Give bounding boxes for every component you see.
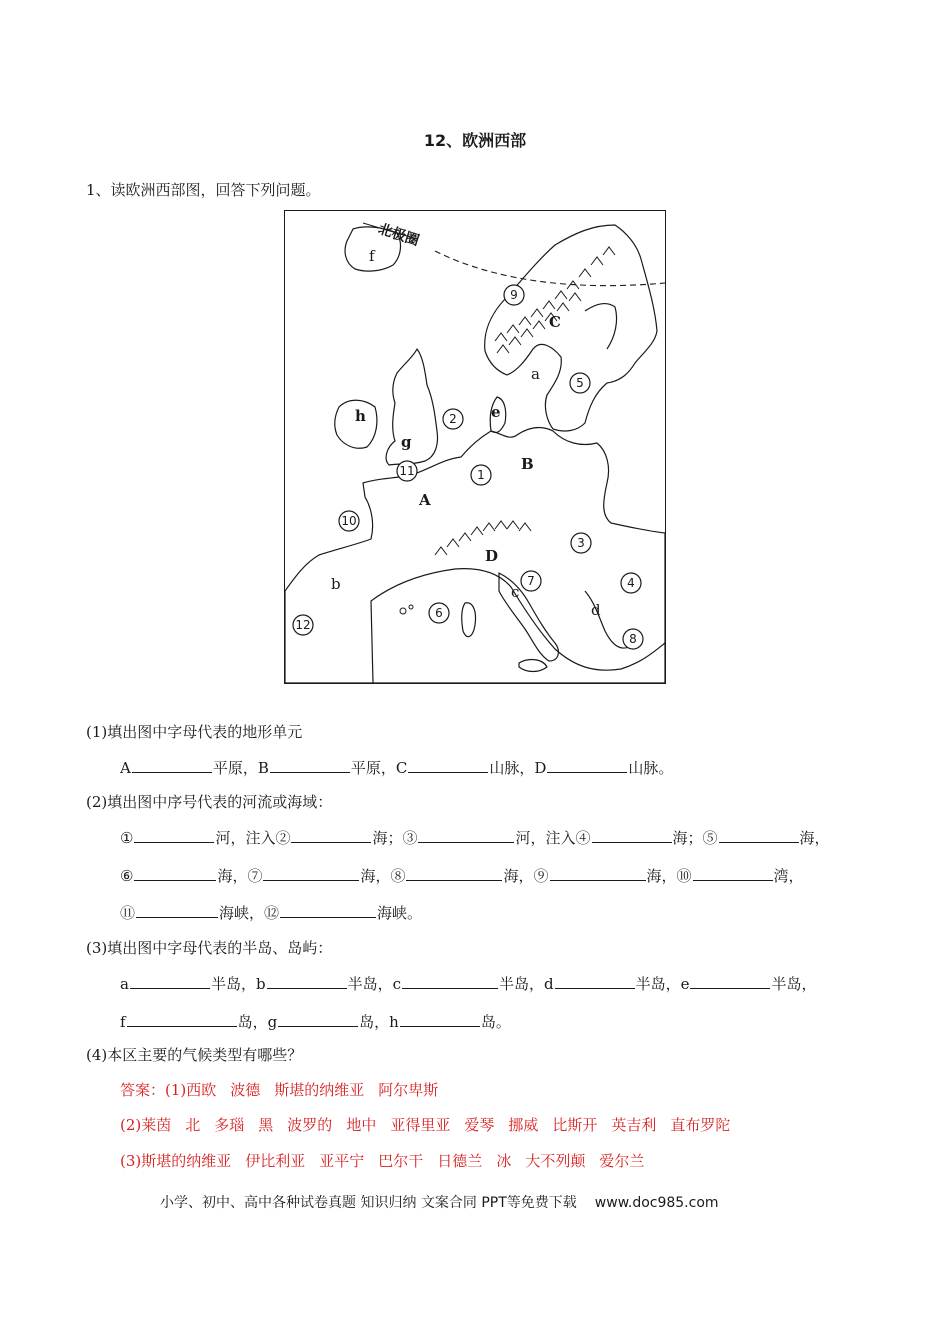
blank[interactable] [592, 827, 672, 843]
blank[interactable] [136, 902, 218, 918]
blank[interactable] [280, 902, 376, 918]
marker-2 [443, 409, 463, 429]
marker-6 [429, 603, 449, 623]
svg-text:6: 6 [435, 606, 443, 620]
blank[interactable] [402, 973, 498, 989]
blank[interactable] [278, 1011, 358, 1027]
arctic-circle-line [435, 251, 665, 286]
q2-line-2: ⑥ 海，⑦ 海，⑧ 海，⑨ 海，⑩ 湾， [120, 867, 804, 885]
blank[interactable] [263, 865, 359, 881]
answer-line-1: 答案：(1)西欧 波德 斯堪的纳维亚 阿尔卑斯 [120, 1081, 439, 1099]
label-A: A [419, 491, 431, 509]
q3-prompt: (3)填出图中字母代表的半岛、岛屿： [86, 939, 333, 957]
label-a: a [531, 365, 540, 383]
label-D: D [485, 547, 499, 565]
answer-line-2: (2)莱茵 北 多瑙 黑 波罗的 地中 亚得里亚 爱琴 挪威 比斯开 英吉利 直布罗陀 [120, 1116, 731, 1134]
blank[interactable] [270, 757, 350, 773]
svg-text:11: 11 [399, 464, 415, 478]
q3-line-2: f 岛，g 岛，h 岛。 [120, 1013, 511, 1031]
label-c: c [511, 583, 520, 601]
blank[interactable] [132, 757, 212, 773]
svg-text:8: 8 [629, 632, 637, 646]
alps-mountains [435, 521, 531, 555]
svg-text:5: 5 [576, 376, 584, 390]
blank[interactable] [134, 827, 214, 843]
blank[interactable] [267, 973, 347, 989]
footer [160, 1192, 719, 1212]
label-B: B [521, 455, 534, 473]
marker-7 [521, 571, 541, 591]
page-title: 12、欧洲西部 [423, 131, 527, 150]
blank[interactable] [418, 827, 514, 843]
q2-prompt: (2)填出图中序号代表的河流或海域： [86, 793, 333, 811]
q4-prompt: (4)本区主要的气候类型有哪些？ [86, 1046, 303, 1064]
blank[interactable] [127, 1011, 237, 1027]
q1-line: A 平原，B 平原，C 山脉，D 山脉。 [120, 759, 674, 777]
marker-5 [570, 373, 590, 393]
question-intro: 1、读欧洲西部图，回答下列问题。 [86, 181, 321, 199]
svg-text:7: 7 [527, 574, 535, 588]
marker-12 [293, 615, 313, 635]
label-b: b [331, 575, 341, 593]
svg-text:9: 9 [510, 288, 518, 302]
marker-11 [397, 461, 417, 481]
blank[interactable] [547, 757, 627, 773]
blank[interactable] [408, 757, 488, 773]
svg-text:4: 4 [627, 576, 635, 590]
label-g: g [401, 433, 412, 451]
europe-map [284, 210, 666, 684]
marker-3 [571, 533, 591, 553]
label-C: C [549, 313, 561, 331]
blank[interactable] [690, 973, 770, 989]
svg-text:2: 2 [449, 412, 457, 426]
blank[interactable] [130, 973, 210, 989]
label-d: d [591, 601, 601, 619]
great-britain-outline [386, 349, 437, 465]
marker-8 [623, 629, 643, 649]
svg-text:10: 10 [341, 514, 357, 528]
blank[interactable] [550, 865, 646, 881]
blank[interactable] [291, 827, 371, 843]
label-e: e [491, 403, 501, 421]
svg-text:12: 12 [295, 618, 311, 632]
answer-line-3: (3)斯堪的纳维亚 伊比利亚 亚平宁 巴尔干 日德兰 冰 大不列颠 爱尔兰 [120, 1152, 645, 1170]
blank[interactable] [406, 865, 502, 881]
blank[interactable] [134, 865, 216, 881]
label-h: h [355, 407, 366, 425]
blank[interactable] [400, 1011, 480, 1027]
svg-text:1: 1 [477, 468, 485, 482]
footer-text: 小学、初中、高中各种试卷真题 知识归纳 文案合同 PPT等免费下载 [160, 1195, 577, 1211]
footer-link[interactable]: www.doc985.com [594, 1195, 719, 1211]
marker-4 [621, 573, 641, 593]
blank[interactable] [555, 973, 635, 989]
q2-line-3: ⑪ 海峡，⑫ 海峡。 [120, 904, 423, 922]
label-f: f [369, 247, 375, 265]
q3-line-1: a 半岛，b 半岛，c 半岛，d 半岛，e 半岛， [120, 975, 817, 993]
marker-10 [339, 511, 359, 531]
marker-9 [504, 285, 524, 305]
blank[interactable] [693, 865, 773, 881]
blank[interactable] [719, 827, 799, 843]
finland-outline [585, 304, 617, 349]
svg-text:3: 3 [577, 536, 585, 550]
marker-1 [471, 465, 491, 485]
q1-prompt: (1)填出图中字母代表的地形单元 [86, 723, 303, 741]
arctic-circle-label: 北极圈 [376, 221, 422, 250]
q2-line-1: ① 河，注入② 海；③ 河，注入④ 海；⑤ 海， [120, 829, 830, 847]
greece-outline [585, 591, 629, 648]
